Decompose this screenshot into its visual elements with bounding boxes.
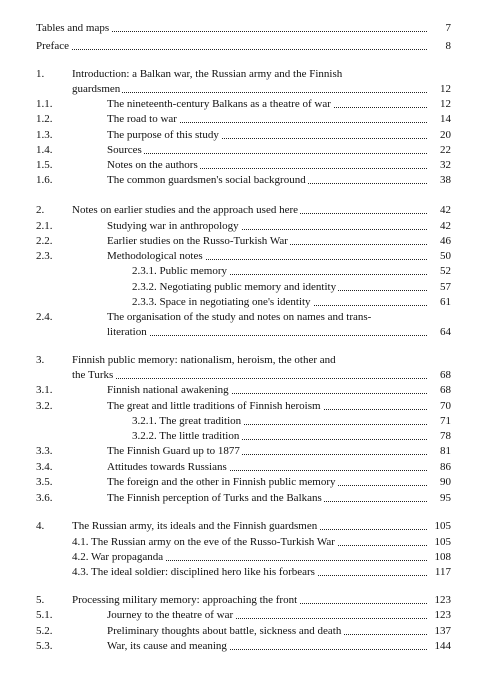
toc-entry-title: 4.2. War propaganda	[72, 551, 164, 563]
toc-entry	[0, 368, 487, 382]
toc-entry	[0, 535, 487, 549]
toc-entry	[0, 249, 487, 263]
toc-entry-number: 1.4.	[36, 144, 53, 156]
toc-entry-number: 1.2.	[36, 113, 53, 125]
toc-entry-page: 137	[434, 625, 451, 637]
toc-entry	[0, 325, 487, 339]
toc-entry-page: 14	[440, 113, 451, 125]
toc-entry-title: 2.3.3. Space in negotiating one's identity	[132, 296, 311, 308]
toc-entry-number: 1.6.	[36, 174, 53, 186]
toc-entry-title: Preface	[36, 40, 69, 52]
toc-entry-page: 52	[440, 265, 451, 277]
toc-entry-page: 68	[440, 369, 451, 381]
toc-entry-page: 117	[434, 566, 451, 578]
toc-entry-number: 3.5.	[36, 476, 53, 488]
toc-entry	[0, 39, 487, 53]
toc-entry-page: 32	[440, 159, 451, 171]
toc-entry-title: The Russian army, its ideals and the Finnish guardsmen	[72, 520, 318, 532]
toc-entry-page: 81	[440, 445, 451, 457]
toc-entry-number: 3.4.	[36, 461, 53, 473]
toc-entry-page: 78	[440, 430, 451, 442]
toc-entry-page: 90	[440, 476, 451, 488]
toc-entry-title: War, its cause and meaning	[107, 640, 227, 652]
toc-entry-title: Introduction: a Balkan war, the Russian army and the Finnish	[72, 68, 343, 80]
toc-entry-title: The common guardsmen's social background	[107, 174, 306, 186]
toc-entry-page: 42	[440, 220, 451, 232]
dot-leader	[107, 153, 427, 154]
toc-entry-page: 46	[440, 235, 451, 247]
toc-entry	[0, 295, 487, 309]
toc-entry-page: 70	[440, 400, 451, 412]
toc-entry-page: 42	[440, 204, 451, 216]
toc-entry	[0, 203, 487, 217]
toc-entry	[0, 491, 487, 505]
toc-entry	[0, 128, 487, 142]
toc-entry	[0, 280, 487, 294]
toc-entry-number: 1.	[36, 68, 45, 80]
toc-entry	[0, 67, 487, 81]
toc-entry-number: 2.2.	[36, 235, 53, 247]
toc-entry-title: the Turks	[72, 369, 114, 381]
toc-entry	[0, 444, 487, 458]
toc-entry-title: The foreign and the other in Finnish public memory	[107, 476, 336, 488]
toc-entry-page: 64	[440, 326, 451, 338]
toc-entry	[0, 593, 487, 607]
toc-entry	[0, 399, 487, 413]
toc-entry-title: Journey to the theatre of war	[107, 609, 234, 621]
toc-entry	[0, 460, 487, 474]
toc-entry-page: 12	[440, 83, 451, 95]
toc-entry-number: 2.4.	[36, 311, 53, 323]
toc-entry-page: 7	[445, 22, 451, 34]
dot-leader	[72, 92, 427, 93]
toc-entry	[0, 97, 487, 111]
toc-entry-number: 3.1.	[36, 384, 53, 396]
dot-leader	[72, 378, 427, 379]
toc-entry	[0, 550, 487, 564]
toc-entry-number: 4.	[36, 520, 45, 532]
toc-entry-title: Preliminary thoughts about battle, sickness and death	[107, 625, 342, 637]
toc-entry-title: Finnish national awakening	[107, 384, 229, 396]
toc-entry-title: 3.2.1. The great tradition	[132, 415, 242, 427]
toc-entry-title: The Finnish perception of Turks and the Balkans	[107, 492, 322, 504]
toc-entry-page: 50	[440, 250, 451, 262]
toc-entry	[0, 565, 487, 579]
toc-entry-page: 105	[434, 520, 451, 532]
toc-entry-title: 2.3.1. Public memory	[132, 265, 228, 277]
toc-entry	[0, 21, 487, 35]
toc-entry	[0, 639, 487, 653]
toc-entry-title: Finnish public memory: nationalism, heroism, the other and	[72, 354, 336, 366]
toc-entry-page: 8	[445, 40, 451, 52]
toc-entry	[0, 219, 487, 233]
toc-entry	[0, 519, 487, 533]
toc-entry-page: 105	[434, 536, 451, 548]
toc-entry-page: 123	[434, 594, 451, 606]
toc-entry	[0, 264, 487, 278]
toc-entry-title: Notes on earlier studies and the approach used here	[72, 204, 299, 216]
toc-entry-page: 144	[434, 640, 451, 652]
toc-entry-page: 108	[434, 551, 451, 563]
toc-entry-number: 5.1.	[36, 609, 53, 621]
dot-leader	[36, 49, 427, 50]
toc-entry-page: 95	[440, 492, 451, 504]
toc-entry-title: guardsmen	[72, 83, 121, 95]
toc-entry-page: 61	[440, 296, 451, 308]
toc-entry-title: 2.3.2. Negotiating public memory and identity	[132, 281, 337, 293]
toc-entry-title: Studying war in anthropology	[107, 220, 239, 232]
toc-entry-page: 38	[440, 174, 451, 186]
toc-entry-title: The purpose of this study	[107, 129, 219, 141]
toc-entry	[0, 310, 487, 324]
toc-entry	[0, 234, 487, 248]
toc-entry	[0, 429, 487, 443]
toc-entry-title: Methodological notes	[107, 250, 203, 262]
toc-entry-number: 5.2.	[36, 625, 53, 637]
toc-entry-number: 3.2.	[36, 400, 53, 412]
toc-entry-number: 2.1.	[36, 220, 53, 232]
toc-entry	[0, 353, 487, 367]
toc-entry-title: Tables and maps	[36, 22, 110, 34]
toc-entry	[0, 383, 487, 397]
toc-entry-title: 3.2.2. The little tradition	[132, 430, 240, 442]
toc-entry-number: 5.3.	[36, 640, 53, 652]
dot-leader	[107, 335, 427, 336]
toc-entry-page: 22	[440, 144, 451, 156]
toc-entry	[0, 143, 487, 157]
toc-entry	[0, 608, 487, 622]
toc-entry	[0, 624, 487, 638]
toc-entry-title: Notes on the authors	[107, 159, 198, 171]
toc-entry-number: 3.3.	[36, 445, 53, 457]
toc-entry-title: literation	[107, 326, 147, 338]
toc-entry-page: 68	[440, 384, 451, 396]
toc-entry-page: 86	[440, 461, 451, 473]
toc-entry-title: Earlier studies on the Russo-Turkish War	[107, 235, 288, 247]
toc-entry-page: 123	[434, 609, 451, 621]
toc-entry-title: Sources	[107, 144, 142, 156]
toc-entry-number: 1.5.	[36, 159, 53, 171]
toc-entry-page: 57	[440, 281, 451, 293]
toc-entry-number: 1.3.	[36, 129, 53, 141]
toc-entry	[0, 173, 487, 187]
toc-entry	[0, 414, 487, 428]
toc-entry-page: 20	[440, 129, 451, 141]
toc-entry-title: Attitudes towards Russians	[107, 461, 227, 473]
toc-entry-number: 1.1.	[36, 98, 53, 110]
toc-entry-title: The road to war	[107, 113, 177, 125]
toc-entry	[0, 82, 487, 96]
toc-entry-title: 4.3. The ideal soldier: disciplined hero like his forbears	[72, 566, 315, 578]
toc-entry-title: The nineteenth-century Balkans as a theatre of war	[107, 98, 331, 110]
toc-entry-title: 4.1. The Russian army on the eve of the Russo-Turkish War	[72, 536, 335, 548]
toc-entry-page: 12	[440, 98, 451, 110]
toc-entry	[0, 112, 487, 126]
toc-entry-number: 2.3.	[36, 250, 53, 262]
toc-entry-number: 3.6.	[36, 492, 53, 504]
toc-entry-number: 5.	[36, 594, 45, 606]
toc-entry-page: 71	[440, 415, 451, 427]
toc-entry-number: 2.	[36, 204, 45, 216]
toc-entry	[0, 475, 487, 489]
toc-entry-title: The Finnish Guard up to 1877	[107, 445, 240, 457]
toc-entry-title: The organisation of the study and notes on names and trans-	[107, 311, 372, 323]
toc-entry-number: 3.	[36, 354, 45, 366]
toc-entry-title: Processing military memory: approaching the front	[72, 594, 298, 606]
toc-entry-title: The great and little traditions of Finnish heroism	[107, 400, 321, 412]
toc-entry	[0, 158, 487, 172]
